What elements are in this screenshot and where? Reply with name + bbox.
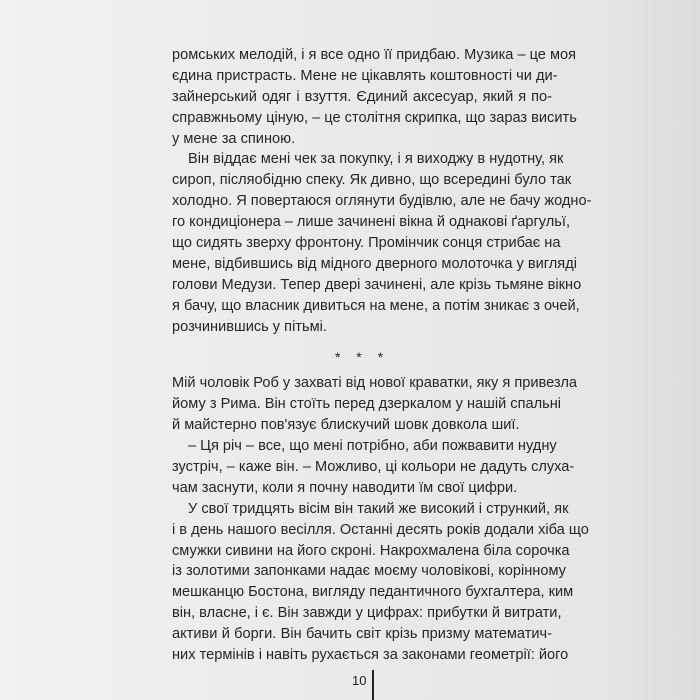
text-line: них термінів і навіть рухається за законами геометрії: його <box>172 647 569 664</box>
text-line: смужки сивини на його скроні. Накрохмалена біла сорочка <box>172 542 570 559</box>
text-line: він, власне, і є. Він завжди у цифрах: прибутки й витрати, <box>172 605 562 622</box>
paragraph <box>172 436 575 499</box>
section-separator: * * * <box>334 349 390 366</box>
text-line: і в день нашого весілля. Останні десять років додали хіба що <box>172 521 589 538</box>
paragraph <box>172 45 577 149</box>
text-line: активи й борги. Він бачить світ крізь призму математич- <box>172 626 552 643</box>
text-line: що сидять зверху фронтону. Промінчик сонця стрибає на <box>172 235 561 252</box>
text-line: й майстерно пов'язує блискучий шовк довкола шиї. <box>172 417 520 434</box>
paragraph <box>172 499 589 666</box>
text-line: ромських мелодій, і я все одно її придбаю. Музика – це моя <box>172 47 577 63</box>
text-line: – Ця річ – все, що мені потрібно, аби пожвавити нудну <box>188 438 557 455</box>
text-line: чам заснути, коли я почну наводити їм свої цифри. <box>172 479 518 496</box>
text-line: Мій чоловік Роб у захваті від нової краватки, яку я привезла <box>172 375 578 392</box>
text-line: мене, відбившись від мідного дверного молоточка у вигляді <box>172 255 577 272</box>
text-line: сироп, післяобідню спеку. Як дивно, що всередині було так <box>172 172 572 189</box>
paragraph <box>172 149 592 337</box>
page-number: 10 <box>352 673 367 688</box>
paragraph <box>172 373 578 436</box>
text-line: мешканцю Бостона, вигляду педантичного бухгалтера, ким <box>172 584 574 601</box>
text-line: голови Медузи. Тепер двері зачинені, але крізь тьмяне вікно <box>172 276 582 293</box>
text-line: я бачу, що власник дивиться на мене, а потім зникає з очей, <box>172 297 580 314</box>
text-line: єдина пристрасть. Мене не цікавлять коштовності чи ди- <box>172 67 558 84</box>
text-line: холодно. Я повертаюся оглянути будівлю, але не бачу жодно- <box>172 193 592 210</box>
text-line: йому з Рима. Він стоїть перед дзеркалом у нашій спальні <box>172 396 562 413</box>
text-line: Він віддає мені чек за покупку, і я виходжу в нудотну, як <box>188 151 564 168</box>
text-line: із золотими запонками надає моєму чоловікові, корінному <box>172 563 566 580</box>
page-body <box>172 45 592 666</box>
page-number-rule <box>372 670 374 700</box>
text-line: справжньому ціную, – це столітня скрипка, що зараз висить <box>172 109 577 126</box>
text-line: зустріч, – каже він. – Можливо, ці кольори не дадуть слуха- <box>172 459 575 476</box>
text-line: розчинившись у пітьмі. <box>172 318 327 335</box>
text-line: у мене за спиною. <box>172 130 296 147</box>
text-line: зайнерський одяг і взуття. Єдиний аксесуар, який я по- <box>172 88 552 105</box>
text-line: У свої тридцять вісім він такий же високий і стрункий, як <box>188 500 569 517</box>
text-line: го кондиціонера – лише зачинені вікна й однакові ґаргульї, <box>172 214 571 231</box>
